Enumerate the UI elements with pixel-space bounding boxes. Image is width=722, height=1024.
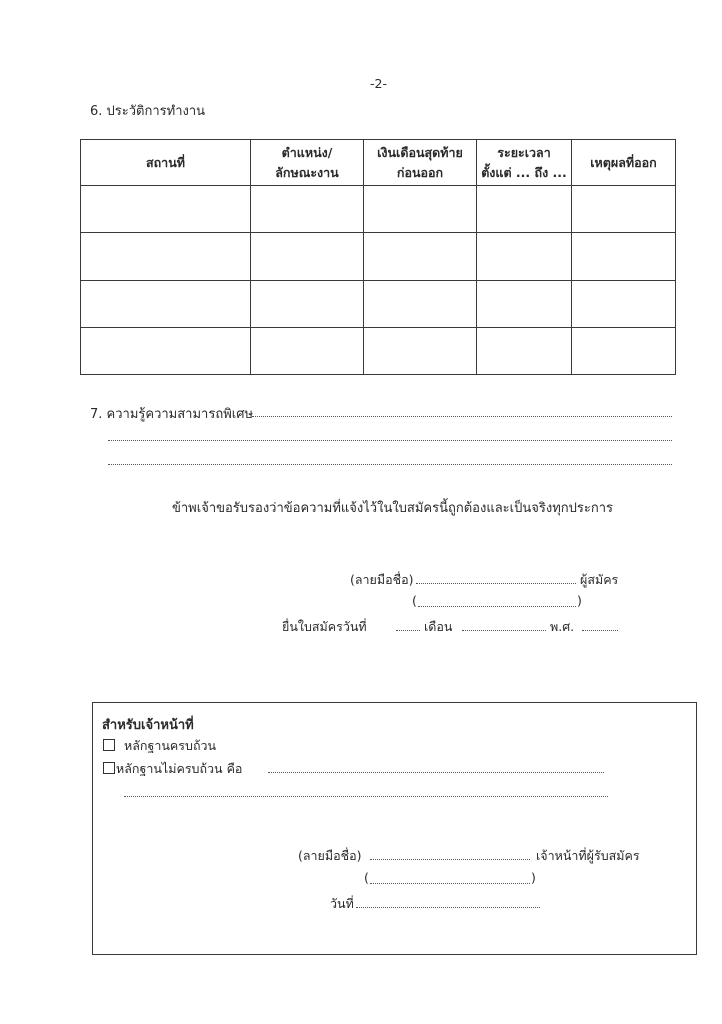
application-month-label: เดือน xyxy=(424,619,453,634)
evidence-complete-label: หลักฐานครบถ้วน xyxy=(124,738,217,753)
col-header-period xyxy=(477,140,572,186)
table-header-row xyxy=(81,140,676,186)
evidence-incomplete-checkbox[interactable] xyxy=(103,762,115,774)
table-cell[interactable] xyxy=(81,327,251,374)
col-header-last-salary-text: เงินเดือนสุดท้าย ก่อนออก xyxy=(377,144,463,180)
table-cell[interactable] xyxy=(572,233,676,280)
applicant-signature-label: (ลายมือชื่อ) xyxy=(350,572,414,587)
col-header-reason xyxy=(572,140,676,186)
table-cell[interactable] xyxy=(477,280,572,327)
table-cell[interactable] xyxy=(364,280,477,327)
evidence-incomplete-detail-line-1[interactable] xyxy=(268,772,604,773)
officer-date-line[interactable] xyxy=(356,907,540,908)
table-cell[interactable] xyxy=(477,233,572,280)
officer-signature-label: (ลายมือชื่อ) xyxy=(298,848,362,863)
applicant-name-line[interactable] xyxy=(418,606,576,607)
application-day-line[interactable] xyxy=(396,630,420,631)
certification-statement: ข้าพเจ้าขอรับรองว่าข้อความที่แจ้งไว้ในใบสมัครนี้ถูกต้องและเป็นจริงทุกประการ xyxy=(172,501,614,516)
officer-date-label: วันที่ xyxy=(330,896,354,911)
table-cell[interactable] xyxy=(477,186,572,233)
section-7-title: 7. ความรู้ความสามารถพิเศษ xyxy=(90,407,254,422)
applicant-name-paren-open: ( xyxy=(412,593,417,608)
application-year-line[interactable] xyxy=(582,630,618,631)
table-cell[interactable] xyxy=(364,327,477,374)
officer-name-paren-open: ( xyxy=(364,870,369,885)
table-row xyxy=(81,186,676,233)
col-header-period-text: ระยะเวลา ตั้งแต่ ... ถึง ... xyxy=(481,144,567,180)
officer-signature-line[interactable] xyxy=(370,859,530,860)
table-cell[interactable] xyxy=(477,327,572,374)
evidence-incomplete-label: หลักฐานไม่ครบถ้วน คือ xyxy=(116,761,243,776)
col-header-place-text: สถานที่ xyxy=(145,154,185,170)
table-row xyxy=(81,233,676,280)
special-skills-line-1[interactable] xyxy=(252,416,672,417)
officer-section-heading: สำหรับเจ้าหน้าที่ xyxy=(102,718,194,733)
table-row xyxy=(81,327,676,374)
col-header-position xyxy=(251,140,364,186)
col-header-last-salary xyxy=(364,140,477,186)
special-skills-line-2[interactable] xyxy=(108,440,672,441)
table-cell[interactable] xyxy=(251,233,364,280)
table-cell[interactable] xyxy=(81,280,251,327)
evidence-complete-checkbox[interactable] xyxy=(103,739,115,751)
applicant-signature-line[interactable] xyxy=(416,583,576,584)
table-cell[interactable] xyxy=(572,280,676,327)
col-header-place xyxy=(81,140,251,186)
section-6-title: 6. ประวัติการทำงาน xyxy=(90,104,206,119)
evidence-incomplete-detail-line-2[interactable] xyxy=(124,796,608,797)
application-month-line[interactable] xyxy=(462,630,546,631)
table-cell[interactable] xyxy=(572,327,676,374)
application-year-label: พ.ศ. xyxy=(550,619,575,634)
special-skills-line-3[interactable] xyxy=(108,464,672,465)
officer-name-paren-close: ) xyxy=(531,870,536,885)
work-history-table xyxy=(80,139,676,375)
table-cell[interactable] xyxy=(251,186,364,233)
table-cell[interactable] xyxy=(81,186,251,233)
applicant-role: ผู้สมัคร xyxy=(580,572,619,587)
table-cell[interactable] xyxy=(81,233,251,280)
col-header-position-text: ตำแหน่ง/ ลักษณะงาน xyxy=(275,144,339,180)
table-cell[interactable] xyxy=(364,233,477,280)
table-cell[interactable] xyxy=(572,186,676,233)
application-date-label: ยื่นใบสมัครวันที่ xyxy=(282,619,367,634)
applicant-name-paren-close: ) xyxy=(577,593,582,608)
table-cell[interactable] xyxy=(251,327,364,374)
page-number: -2- xyxy=(370,76,387,91)
table-cell[interactable] xyxy=(251,280,364,327)
officer-role: เจ้าหน้าที่ผู้รับสมัคร xyxy=(536,848,640,863)
col-header-reason-text: เหตุผลที่ออก xyxy=(590,154,657,170)
officer-name-line[interactable] xyxy=(370,883,530,884)
table-cell[interactable] xyxy=(364,186,477,233)
table-row xyxy=(81,280,676,327)
